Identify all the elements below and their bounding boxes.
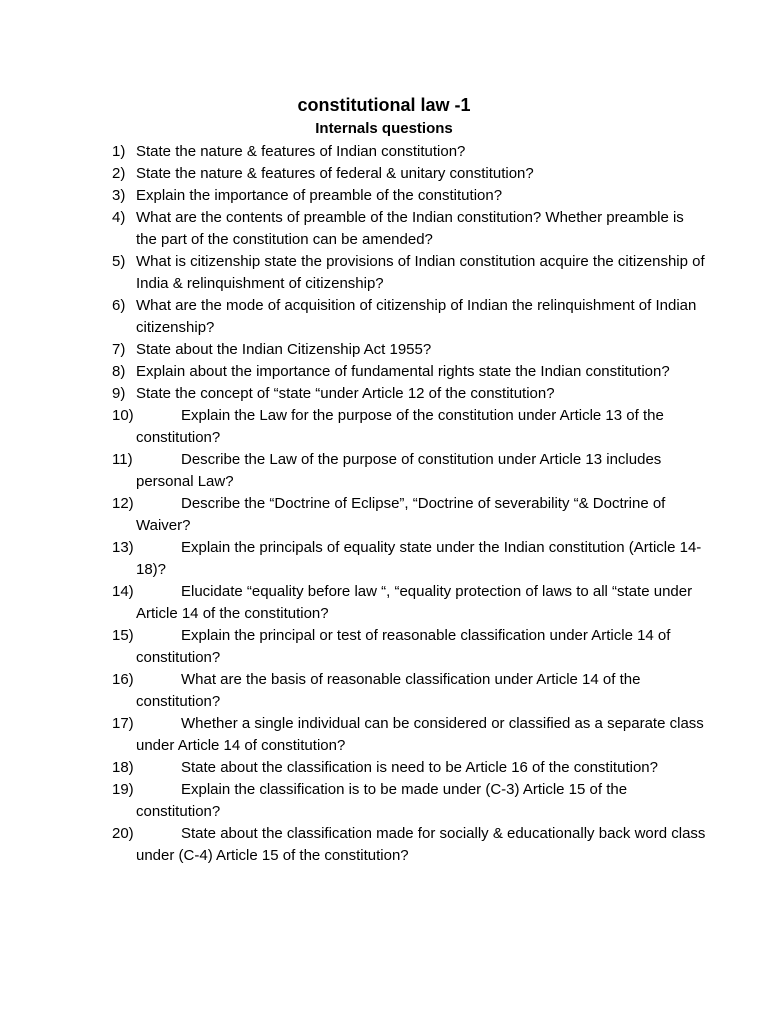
- list-item: [0, 339, 768, 361]
- list-item: [0, 207, 768, 251]
- question-text: State about the classification is need to be Article 16 of the constitution?: [181, 759, 658, 776]
- question-number: 19): [112, 781, 134, 798]
- document-title: constitutional law -1: [297, 95, 471, 115]
- list-item: [0, 493, 768, 537]
- question-number: 3): [112, 187, 126, 204]
- question-number: 14): [112, 583, 134, 600]
- question-number: 1): [112, 143, 126, 160]
- list-item: [0, 449, 768, 493]
- list-item: [0, 669, 768, 713]
- question-text: Describe the “Doctrine of Eclipse”, “Doctrine of severability “& Doctrine of Waiver?: [136, 495, 666, 534]
- list-item: [0, 185, 768, 207]
- question-number: 5): [112, 253, 126, 270]
- question-number: 20): [112, 825, 134, 842]
- list-item: [0, 713, 768, 757]
- question-text: Whether a single individual can be considered or classified as a separate class under Article 14 of constitution?: [136, 715, 704, 754]
- question-text: What are the contents of preamble of the Indian constitution? Whether preamble is the part of the constitution can be amended?: [136, 209, 684, 248]
- question-number: 7): [112, 341, 126, 358]
- list-item: [0, 779, 768, 823]
- question-number: 11): [112, 451, 133, 468]
- question-number: 17): [112, 715, 134, 732]
- question-text: Explain the Law for the purpose of the constitution under Article 13 of the constitution?: [136, 407, 664, 446]
- question-number: 16): [112, 671, 134, 688]
- question-number: 9): [112, 385, 126, 402]
- question-text: What are the basis of reasonable classification under Article 14 of the constitution?: [136, 671, 641, 710]
- question-text: Explain the principal or test of reasonable classification under Article 14 of constitution?: [136, 627, 671, 666]
- question-number: 18): [112, 759, 134, 776]
- question-text: State about the classification made for socially & educationally back word class under (C-4) Article 15 of the constitution?: [136, 825, 706, 864]
- list-item: [0, 757, 768, 779]
- document-subtitle: Internals questions: [315, 120, 453, 137]
- list-item: [0, 251, 768, 295]
- question-text: Explain the importance of preamble of the constitution?: [136, 187, 503, 204]
- list-item: [0, 383, 768, 405]
- question-text: Describe the Law of the purpose of constitution under Article 13 includes personal Law?: [136, 451, 662, 490]
- question-text: State the nature & features of Indian constitution?: [136, 143, 466, 160]
- list-item: [0, 823, 768, 867]
- list-item: [0, 163, 768, 185]
- question-text: Explain about the importance of fundamental rights state the Indian constitution?: [136, 363, 670, 380]
- question-text: State about the Indian Citizenship Act 1955?: [136, 341, 432, 358]
- question-text: Explain the principals of equality state under the Indian constitution (Article 14-18)?: [136, 539, 702, 578]
- question-number: 13): [112, 539, 134, 556]
- list-item: [0, 625, 768, 669]
- question-number: 10): [112, 407, 134, 424]
- question-text: State the concept of “state “under Article 12 of the constitution?: [136, 385, 555, 402]
- question-number: 12): [112, 495, 134, 512]
- question-number: 6): [112, 297, 126, 314]
- list-item: [0, 581, 768, 625]
- question-list: [0, 141, 768, 867]
- question-number: 15): [112, 627, 134, 644]
- question-text: State the nature & features of federal & unitary constitution?: [136, 165, 534, 182]
- list-item: [0, 537, 768, 581]
- question-number: 4): [112, 209, 126, 226]
- list-item: [0, 405, 768, 449]
- question-text: Elucidate “equality before law “, “equality protection of laws to all “state under Article 14 of the constitution?: [136, 583, 693, 622]
- list-item: [0, 361, 768, 383]
- list-item: [0, 141, 768, 163]
- question-text: What are the mode of acquisition of citizenship of Indian the relinquishment of Indian citizenship?: [136, 297, 697, 336]
- list-item: [0, 295, 768, 339]
- question-number: 8): [112, 363, 126, 380]
- question-number: 2): [112, 165, 126, 182]
- question-text: What is citizenship state the provisions of Indian constitution acquire the citizenship of India & relinquishment of citizenship?: [136, 253, 705, 292]
- question-text: Explain the classification is to be made under (C-3) Article 15 of the constitution?: [136, 781, 628, 820]
